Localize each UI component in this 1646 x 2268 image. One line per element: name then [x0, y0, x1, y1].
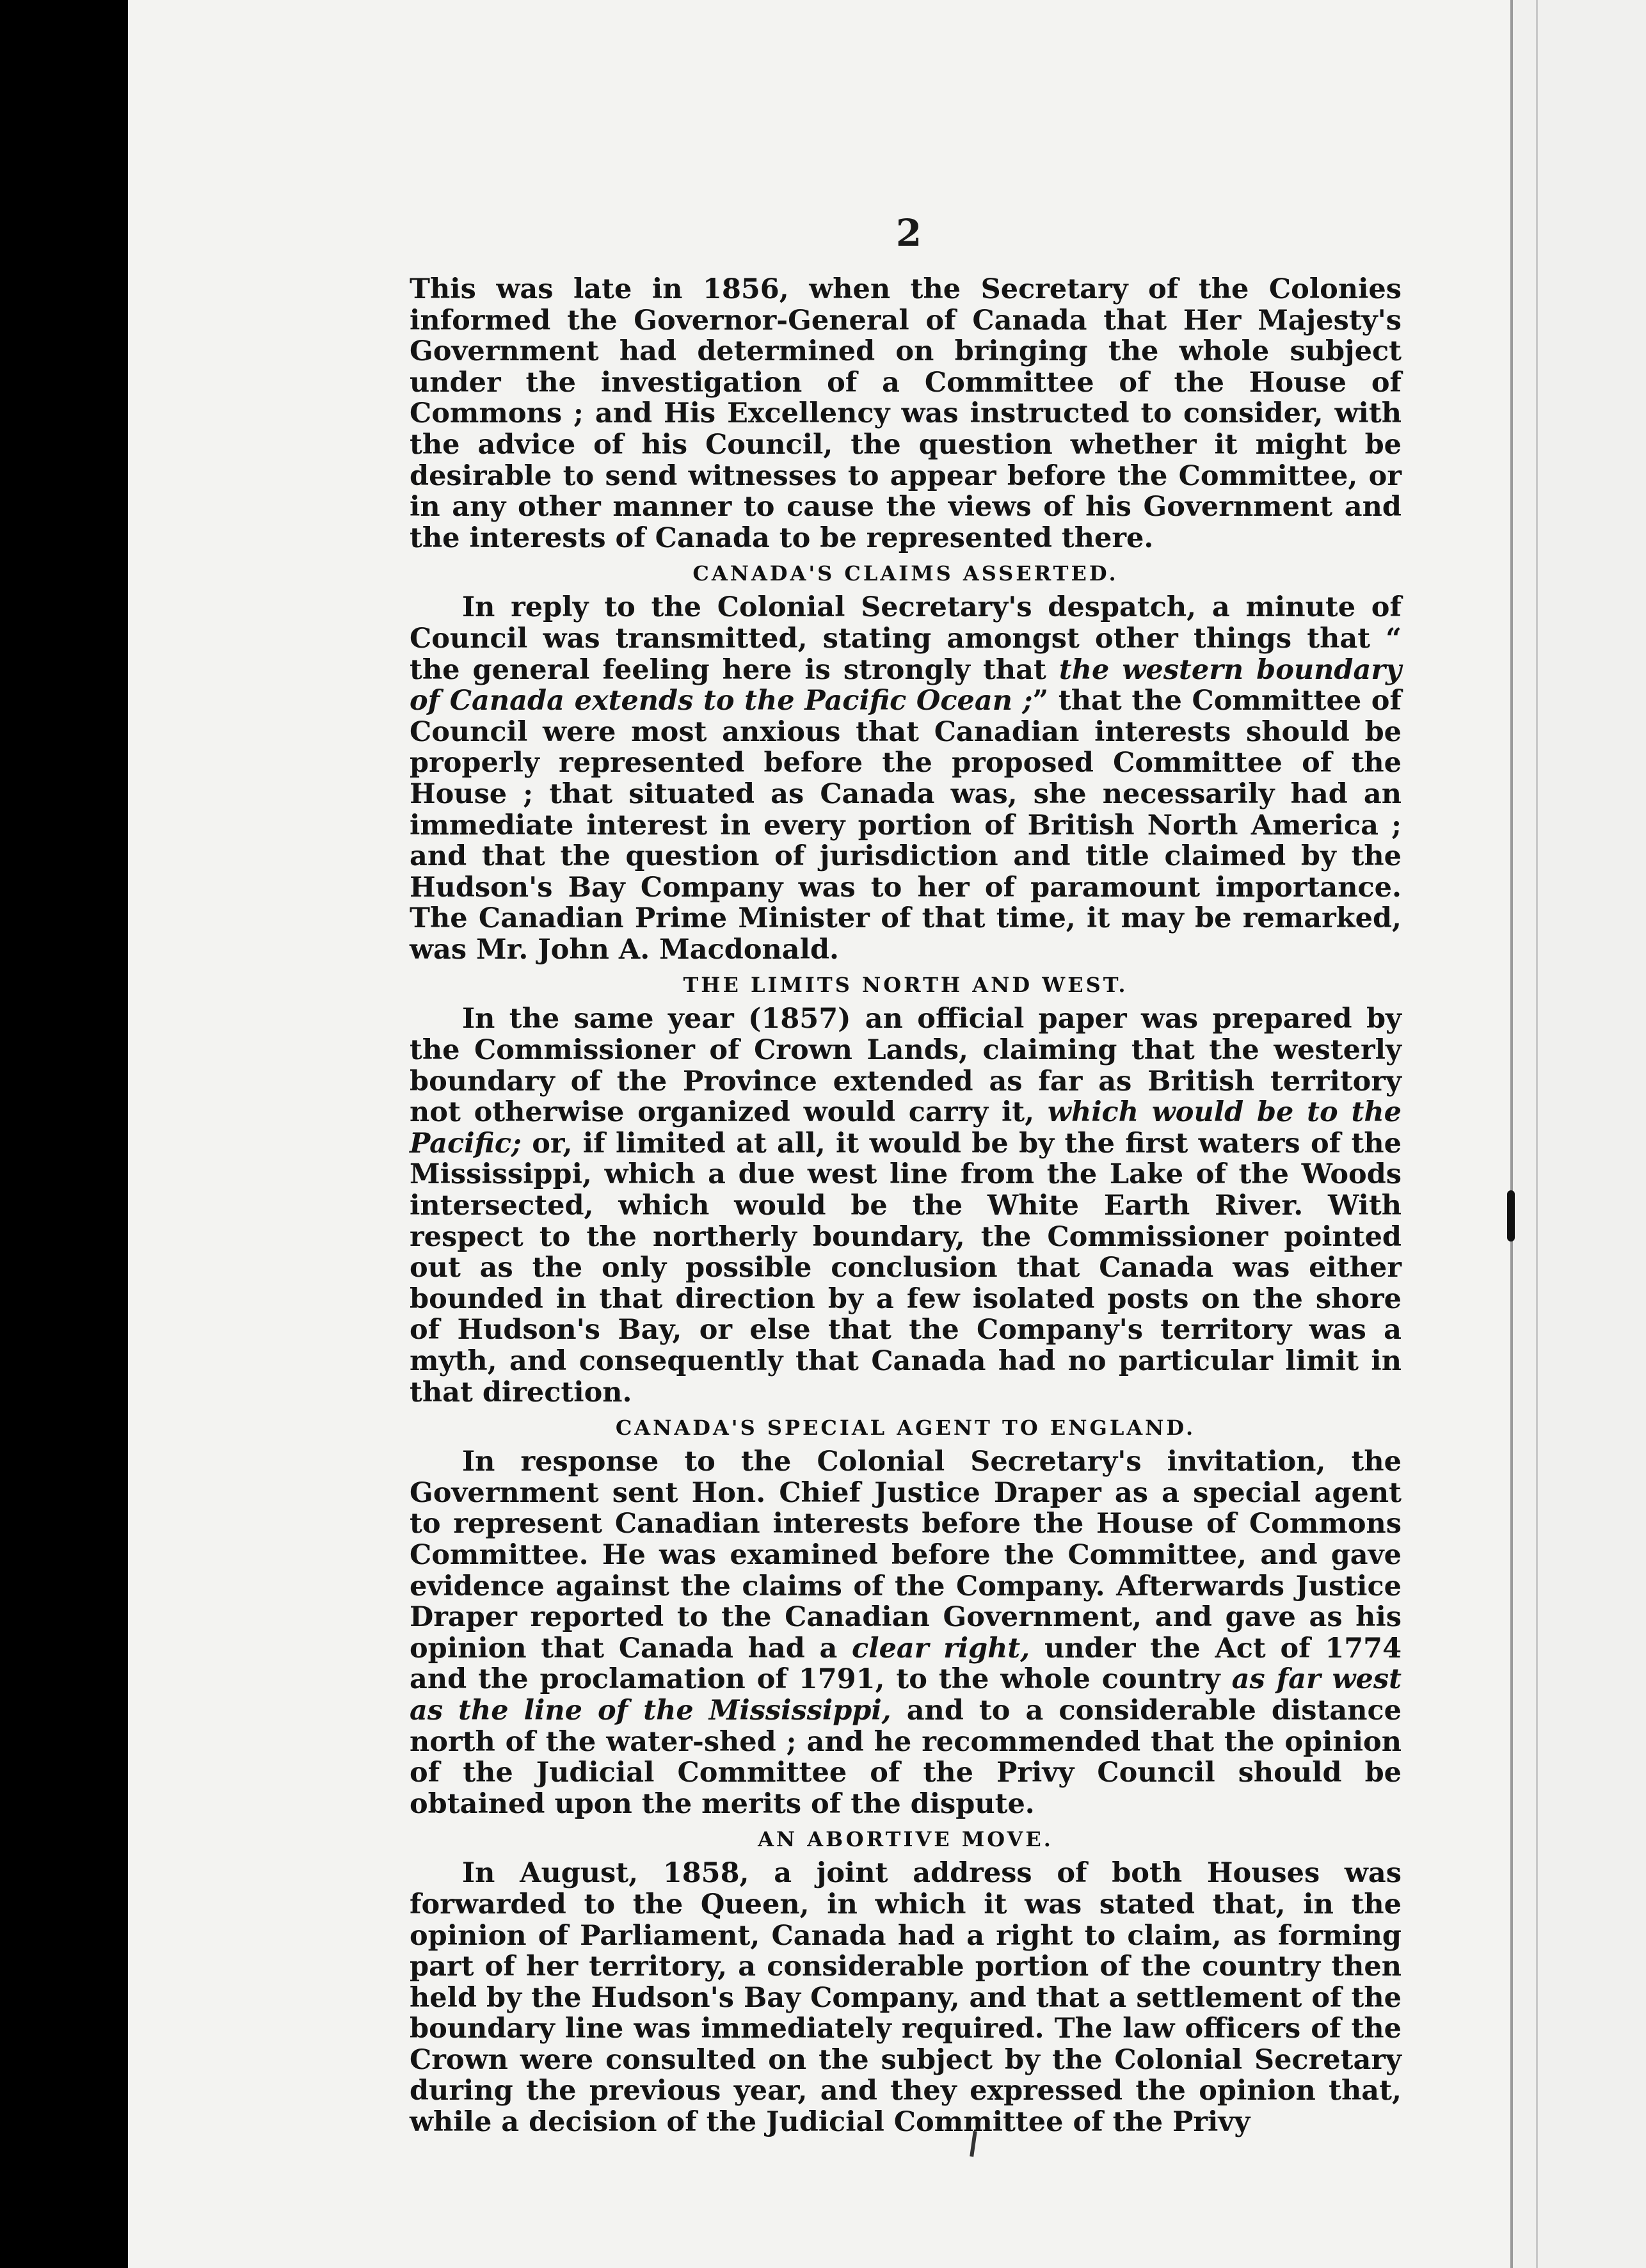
italic-text-run: as far west as the line of the Mississippi, [410, 1663, 1402, 1727]
text-run: In reply to the Colonial Secretary's despatch, a minute of Council was transmitted, stating amongst other things that “ the general feeling here is strongly that [410, 591, 1402, 686]
section-heading: CANADA'S SPECIAL AGENT TO ENGLAND. [615, 1416, 1196, 1441]
text-run: In August, 1858, a joint address of both Houses was forwarded to the Queen, in which it was stated that, in the opinion of Parliament, Canada had a right to claim, as forming part of her territory, a considerable portion of the country then held by the Hudson's Bay Company, and that a settlement of the boundary line was immediately required. The law officers of the Crown were consulted on the subject by the Colonial Secretary during the previous year, and they expressed the opinion that, while a decision of the Judicial Committee of the Privy [410, 1857, 1402, 2139]
paragraph [410, 1858, 1402, 2137]
binding-mark [1507, 1190, 1515, 1242]
next-page-edge [1510, 0, 1646, 2268]
section-heading: CANADA'S CLAIMS ASSERTED. [692, 561, 1119, 586]
italic-text-run: the western boundary of Canada extends to the Pacific Ocean ; [410, 653, 1402, 717]
paragraph [410, 1446, 1402, 1819]
section-heading: AN ABORTIVE MOVE. [758, 1827, 1053, 1852]
text-run: under the Act of 1774 and the proclamation of 1791, to the whole country [410, 1632, 1402, 1696]
text-run: ” that the Committee of Council were most anxious that Canadian interests should be properly represented before the proposed Committee of the House ; that situated as Canada was, she necessarily had an immediate interest in every portion of British North America ; and that the question of jurisdiction and title claimed by the Hudson's Bay Company was to her of paramount importance. The Canadian Prime Minister of that time, it may be remarked, was Mr. John A. Macdonald. [410, 685, 1402, 966]
page-number: 2 [895, 211, 922, 255]
section-heading: THE LIMITS NORTH AND WEST. [683, 973, 1128, 998]
text-run: In the same year (1857) an official paper was prepared by the Commissioner of Crown Lands, claiming that the westerly boundary of the Province extended as far as British territory not otherwise organized would carry it, [410, 1003, 1402, 1129]
paragraph [410, 1003, 1402, 1408]
text-run: In response to the Colonial Secretary's invitation, the Government sent Hon. Chief Justice Draper as a special agent to represent Canadian interests before the House of Commons Committee. He was examined before the Committee, and gave evidence against the claims of the Company. Afterwards Justice Draper reported to the Canadian Government, and gave as his opinion that Canada had a [410, 1446, 1402, 1665]
text-run: or, if limited at all, it would be by the first waters of the Mississippi, which a due west line from the Lake of the Woods intersected, which would be the White Earth River. With respect to the northerly boundary, the Commissioner pointed out as the only possible conclusion that Canada was either bounded in that direction by a few isolated posts on the shore of Hudson's Bay, or else that the Company's territory was a myth, and consequently that Canada had no particular limit in that direction. [410, 1127, 1402, 1409]
text-run: and to a considerable distance north of the water-shed ; and he recommended that the opinion of the Judicial Committee of the Privy Council should be obtained upon the merits of the dispute. [410, 1694, 1402, 1820]
italic-text-run: which would be to the Pacific; [410, 1096, 1402, 1160]
document-body [410, 274, 1402, 2138]
paragraph [410, 592, 1402, 965]
text-run: This was late in 1856, when the Secretary of the Colonies informed the Governor-General of Canada that Her Majesty's Government had determined on bringing the whole subject under the investigation of a Committee of the House of Commons ; and His Excellency was instructed to consider, with the advice of his Council, the question whether it might be desirable to send witnesses to appear before the Committee, or in any other manner to cause the views of his Government and the interests of Canada to be represented there. [410, 273, 1402, 554]
italic-text-run: clear right, [852, 1632, 1030, 1665]
paragraph [410, 274, 1402, 554]
